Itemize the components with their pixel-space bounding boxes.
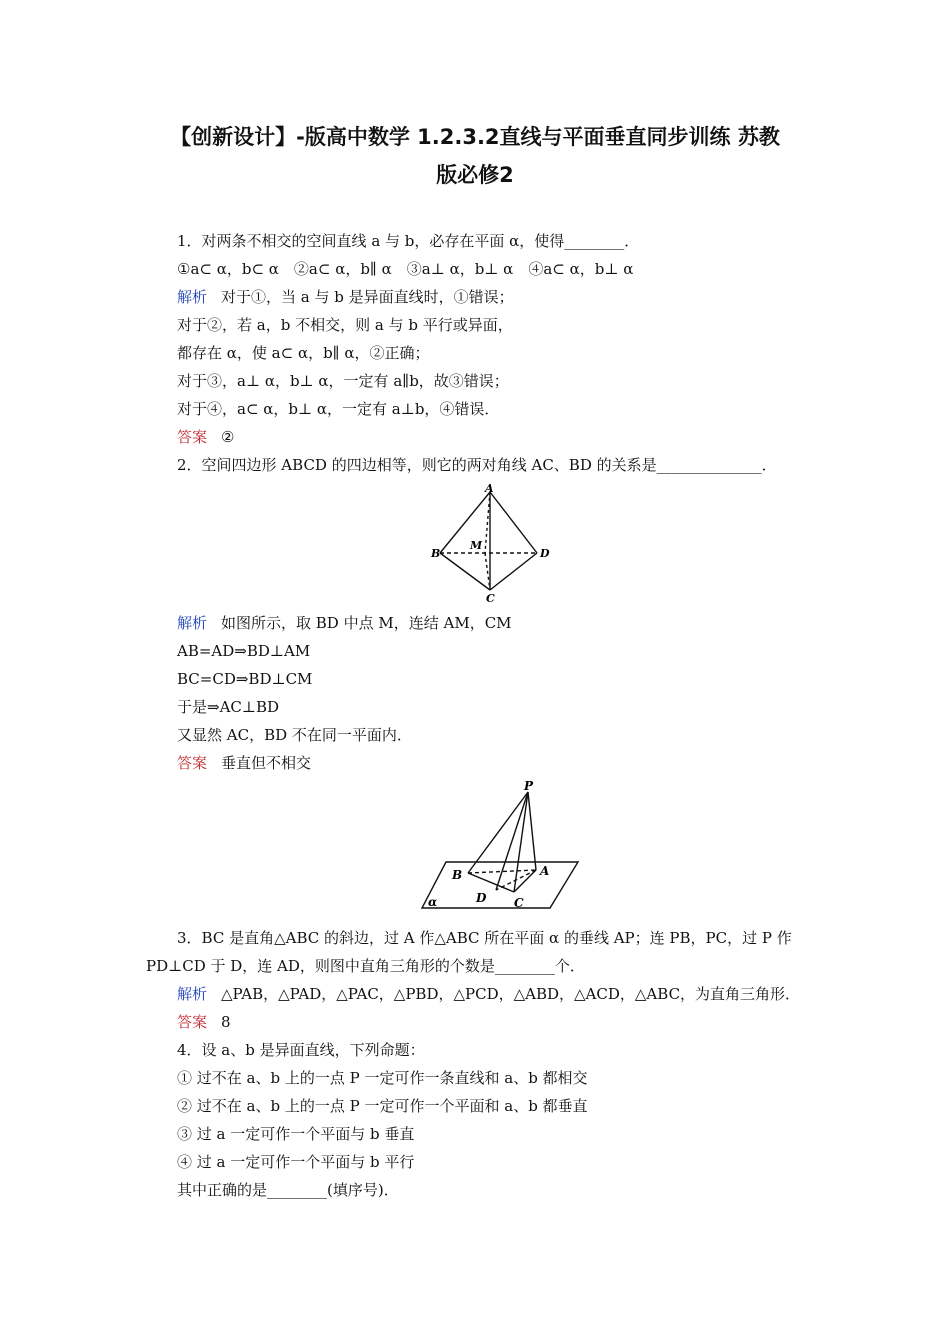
- segment-am: [485, 492, 490, 553]
- q2-analysis-line: [177, 613, 512, 633]
- q1-answer-line: [177, 427, 234, 447]
- label-d: D: [476, 891, 487, 905]
- q1-analysis-line: 对于②，若 a，b 不相交，则 a 与 b 平行或异面，: [177, 316, 513, 334]
- q4-item: ② 过不在 a、b 上的一点 P 一定可作一个平面和 a、b 都垂直: [177, 1097, 588, 1115]
- q4-stem: 4．设 a、b 是异面直线，下列命题：: [177, 1041, 425, 1059]
- q3-stem-line-2: PD⊥CD 于 D，连 AD，则图中直角三角形的个数是________个．: [146, 957, 585, 975]
- q2-stem: 2．空间四边形 ABCD 的四边相等，则它的两对角线 AC、BD 的关系是______________．: [177, 456, 777, 474]
- label-alpha: α: [428, 895, 438, 909]
- q3-analysis-line: [177, 984, 800, 1004]
- q2-analysis-tag: 解析: [177, 614, 208, 632]
- title-line-2: 版必修2: [436, 163, 514, 187]
- label-m: M: [470, 539, 483, 552]
- label-c: C: [514, 896, 524, 910]
- edge-ad: [490, 492, 537, 553]
- q1-analysis-line: 对于④，a⊂ α，b⊥ α，一定有 a⊥b，④错误．: [177, 400, 500, 418]
- q1-analysis-line: 对于③，a⊥ α，b⊥ α，一定有 a∥b，故③错误；: [177, 372, 509, 390]
- q1-analysis-tag: 解析: [177, 288, 208, 306]
- q3-stem-line-1: 3．BC 是直角△ABC 的斜边，过 A 作△ABC 所在平面 α 的垂线 AP；连 PB，PC，过 P 作: [177, 929, 792, 947]
- q3-answer: 8: [221, 1013, 231, 1031]
- q2-analysis-line: BC=CD⇒BD⊥CM: [177, 670, 313, 688]
- q3-answer-tag: 答案: [177, 1013, 208, 1031]
- q4-item: ③ 过 a 一定可作一个平面与 b 垂直: [177, 1125, 415, 1143]
- q2-analysis-line: AB=AD⇒BD⊥AM: [177, 642, 311, 660]
- q3-answer-line: [177, 1012, 231, 1032]
- q3-analysis-tag: 解析: [177, 985, 208, 1003]
- label-d: D: [540, 547, 550, 560]
- q2-analysis-line: 于是⇒AC⊥BD: [177, 698, 280, 716]
- document-title: [120, 118, 830, 194]
- q1-stem: 1．对两条不相交的空间直线 a 与 b，必存在平面 α，使得________．: [177, 232, 640, 250]
- edge-bc: [440, 553, 490, 590]
- q3-analysis-text: △PAB，△PAD，△PAC，△PBD，△PCD，△ABD，△ACD，△ABC，为直角三角形．: [221, 985, 801, 1003]
- q1-answer-tag: 答案: [177, 428, 208, 446]
- edge-bc: [468, 873, 514, 892]
- label-c: C: [486, 592, 495, 605]
- q1-analysis-line: [177, 287, 514, 307]
- q1-analysis-text: 对于①，当 a 与 b 是异面直线时，①错误；: [221, 288, 514, 306]
- edge-ab: [440, 492, 490, 553]
- q4-item: ① 过不在 a、b 上的一点 P 一定可作一条直线和 a、b 都相交: [177, 1069, 588, 1087]
- title-line-1: 【创新设计】-版高中数学 1.2.3.2直线与平面垂直同步训练 苏教: [170, 125, 780, 149]
- label-b: B: [452, 868, 463, 882]
- q1-answer: ②: [221, 428, 235, 446]
- plane-alpha: [422, 862, 578, 908]
- q1-options: ①a⊂ α，b⊂ α ②a⊂ α，b∥ α ③a⊥ α，b⊥ α ④a⊂ α，b⊥ α: [177, 260, 634, 278]
- edge-cd: [490, 553, 537, 590]
- q2-answer: 垂直但不相交: [221, 754, 312, 772]
- q2-analysis-line: 又显然 AC，BD 不在同一平面内．: [177, 726, 412, 744]
- label-b: B: [431, 547, 441, 560]
- label-a: A: [485, 482, 494, 495]
- q2-answer-tag: 答案: [177, 754, 208, 772]
- segment-cm: [485, 553, 490, 590]
- label-a: A: [540, 864, 550, 878]
- pyramid-plane-figure: [418, 780, 583, 912]
- q4-item: ④ 过 a 一定可作一个平面与 b 平行: [177, 1153, 415, 1171]
- edge-pd: [496, 792, 528, 890]
- q1-analysis-line: 都存在 α，使 a⊂ α，b∥ α，②正确；: [177, 344, 430, 362]
- tetrahedron-figure: [425, 480, 555, 605]
- q4-question: 其中正确的是________(填序号)．: [177, 1181, 399, 1199]
- label-p: P: [524, 780, 534, 793]
- edge-pa: [528, 792, 536, 870]
- q2-analysis-text: 如图所示，取 BD 中点 M，连结 AM，CM: [221, 614, 512, 632]
- q2-answer-line: [177, 753, 311, 773]
